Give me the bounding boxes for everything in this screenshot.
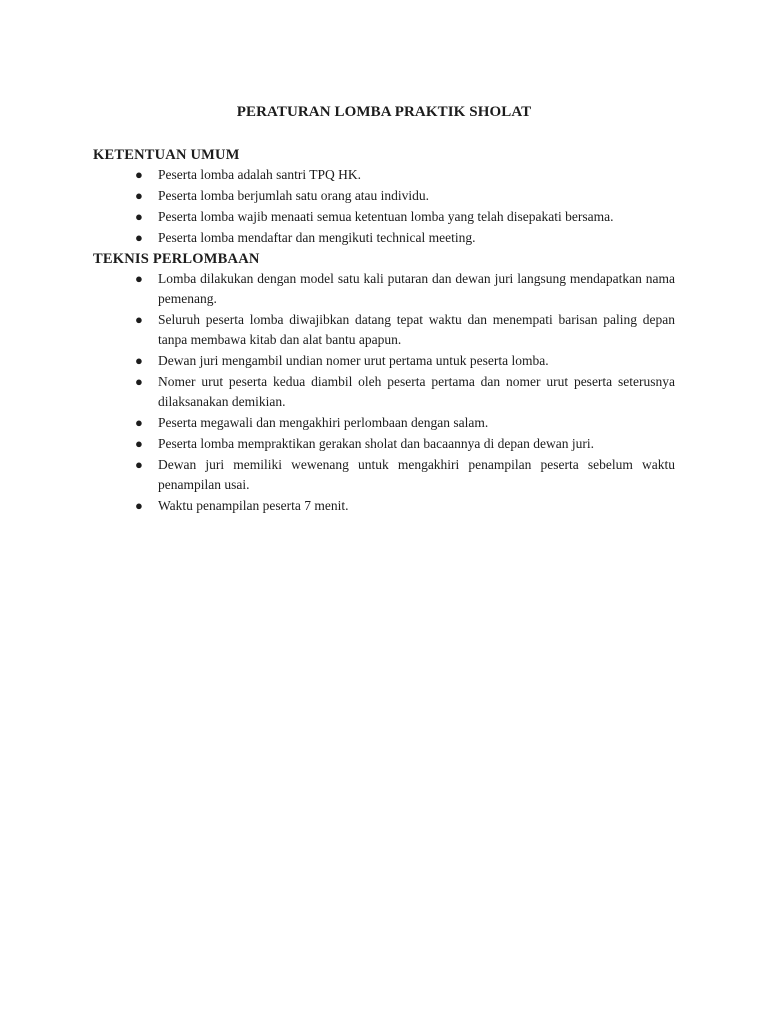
list-item-text: Dewan juri mengambil undian nomer urut pertama untuk peserta lomba. xyxy=(158,353,549,368)
bullet-icon: ● xyxy=(135,353,143,368)
bullet-icon: ● xyxy=(135,457,143,472)
list-item xyxy=(135,269,675,309)
list-item xyxy=(135,413,675,433)
list-item-text: Peserta lomba mempraktikan gerakan sholat dan bacaannya di depan dewan juri. xyxy=(158,436,594,451)
list-item xyxy=(135,351,675,371)
list-item-text: Peserta lomba berjumlah satu orang atau individu. xyxy=(158,188,430,203)
section-heading-ketentuan-umum: KETENTUAN UMUM xyxy=(93,147,240,163)
list-item xyxy=(135,310,675,350)
list-item xyxy=(135,228,675,248)
list-item-text: Peserta megawali dan mengakhiri perlombaan dengan salam. xyxy=(158,415,489,430)
section-heading-teknis-perlombaan: TEKNIS PERLOMBAAN xyxy=(93,251,260,267)
bullet-icon: ● xyxy=(135,230,143,245)
document-title: PERATURAN LOMBA PRAKTIK SHOLAT xyxy=(236,104,532,120)
document-body xyxy=(93,145,675,517)
list-item-text: Lomba dilakukan dengan model satu kali putaran dan dewan juri langsung mendapatkan nama pemenang. xyxy=(158,271,675,306)
list-item xyxy=(135,496,675,516)
ketentuan-umum-list xyxy=(93,165,675,248)
bullet-icon: ● xyxy=(135,498,143,513)
list-item-text: Peserta lomba mendaftar dan mengikuti technical meeting. xyxy=(158,230,476,245)
list-item xyxy=(135,455,675,495)
list-item xyxy=(135,434,675,454)
list-item xyxy=(135,372,675,412)
bullet-icon: ● xyxy=(135,436,143,451)
bullet-icon: ● xyxy=(135,209,143,224)
list-item-text: Nomer urut peserta kedua diambil oleh peserta pertama dan nomer urut peserta seterusnya dilaksanakan demikian. xyxy=(158,374,675,409)
list-item-text: Peserta lomba wajib menaati semua ketentuan lomba yang telah disepakati bersama. xyxy=(158,209,614,224)
list-item-text: Waktu penampilan peserta 7 menit. xyxy=(158,498,349,513)
bullet-icon: ● xyxy=(135,312,143,327)
bullet-icon: ● xyxy=(135,415,143,430)
list-item-text: Dewan juri memiliki wewenang untuk mengakhiri penampilan peserta sebelum waktu penampilan usai. xyxy=(158,457,675,492)
bullet-icon: ● xyxy=(135,374,143,389)
list-item xyxy=(135,207,675,227)
teknis-perlombaan-list xyxy=(93,269,675,516)
list-item-text: Peserta lomba adalah santri TPQ HK. xyxy=(158,167,361,182)
bullet-icon: ● xyxy=(135,188,143,203)
bullet-icon: ● xyxy=(135,167,143,182)
list-item xyxy=(135,165,675,185)
list-item xyxy=(135,186,675,206)
list-item-text: Seluruh peserta lomba diwajibkan datang tepat waktu dan menempati barisan paling depan tanpa membawa kitab dan alat bantu apapun. xyxy=(158,312,675,347)
bullet-icon: ● xyxy=(135,271,143,286)
